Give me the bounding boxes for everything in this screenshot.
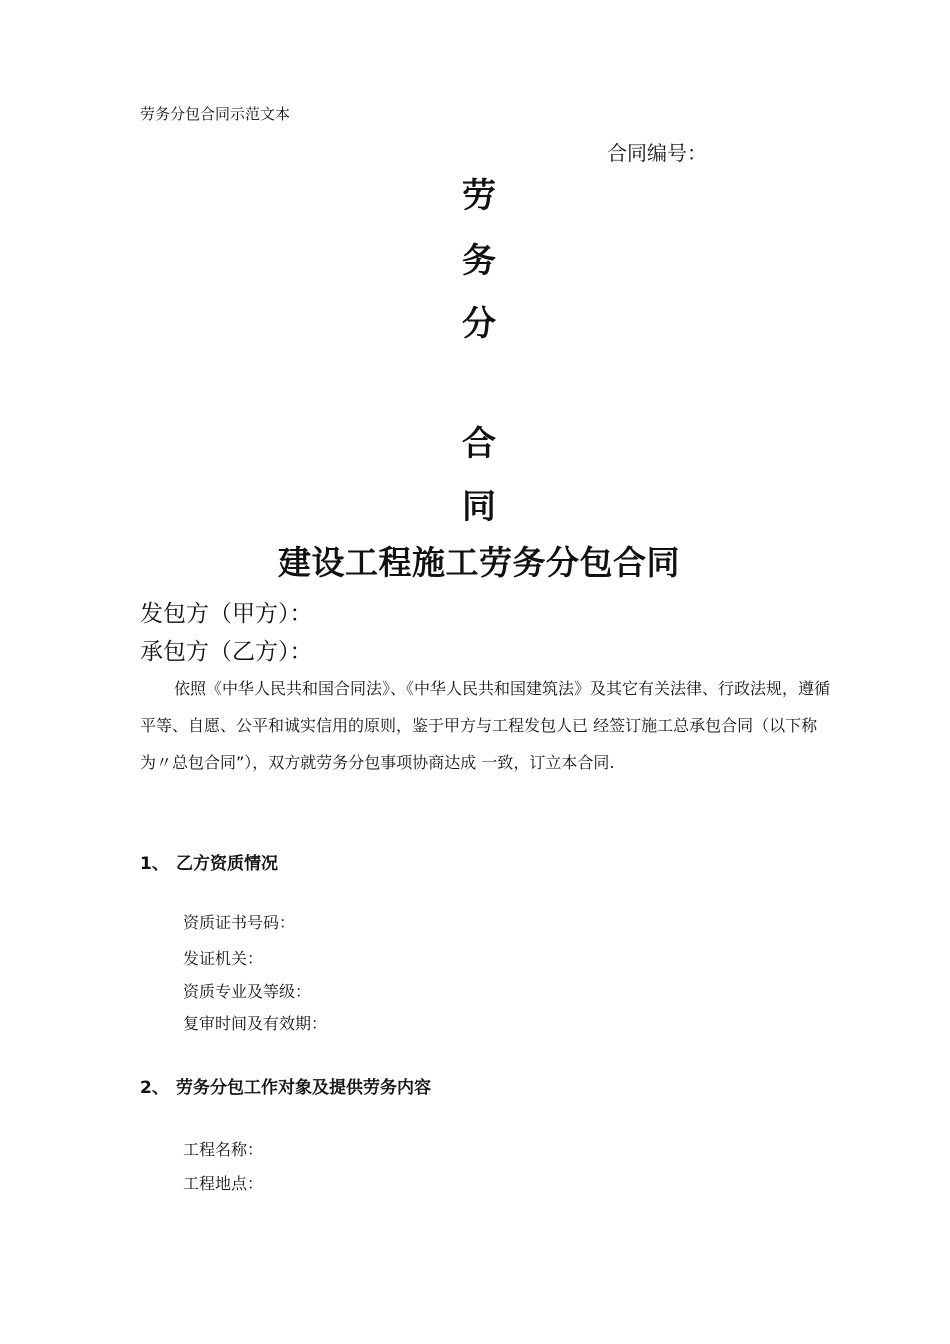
section-heading <box>140 849 278 874</box>
section-title: 乙方资质情况 <box>176 854 278 874</box>
preamble-paragraph <box>140 670 830 781</box>
section-title: 劳务分包工作对象及提供劳务内容 <box>176 1078 431 1098</box>
party-a-label: 发包方（甲方）： <box>140 601 313 627</box>
contract-number-label: 合同编号： <box>607 141 707 165</box>
cover-title-char: 合 <box>462 424 496 464</box>
cover-title-char: 分 <box>462 304 496 344</box>
form-field-label: 资质专业及等级： <box>183 982 312 1001</box>
cover-title-char: 劳 <box>462 176 496 216</box>
party-b-label: 承包方（乙方）： <box>140 639 313 665</box>
form-field-label: 工程地点： <box>183 1174 264 1193</box>
document-header-note: 劳务分包合同示范文本 <box>140 105 291 123</box>
form-field-label: 工程名称： <box>183 1140 264 1159</box>
cover-title-char: 同 <box>462 487 496 527</box>
preamble-text: 依照《中华人民共和国合同法》、《中华人民共和国建筑法》及其它有关法律、行政法规，遵循平等、自愿、公平和诚实信用的原则，鉴于甲方与工程发包人已 经签订施工总承包合同（以下称为〃总包合同”），双方就劳务分包事项协商达成 一致，订立本合同. <box>140 679 831 772</box>
section-heading <box>140 1073 431 1098</box>
form-field-label: 资质证书号码： <box>183 913 296 932</box>
section-number: 1、 <box>140 854 169 874</box>
form-field-label: 发证机关： <box>183 949 264 968</box>
cover-title-char: 务 <box>462 241 496 281</box>
section-number: 2、 <box>140 1078 169 1098</box>
form-field-label: 复审时间及有效期： <box>183 1014 328 1033</box>
contract-main-title: 建设工程施工劳务分包合同 <box>278 543 680 582</box>
